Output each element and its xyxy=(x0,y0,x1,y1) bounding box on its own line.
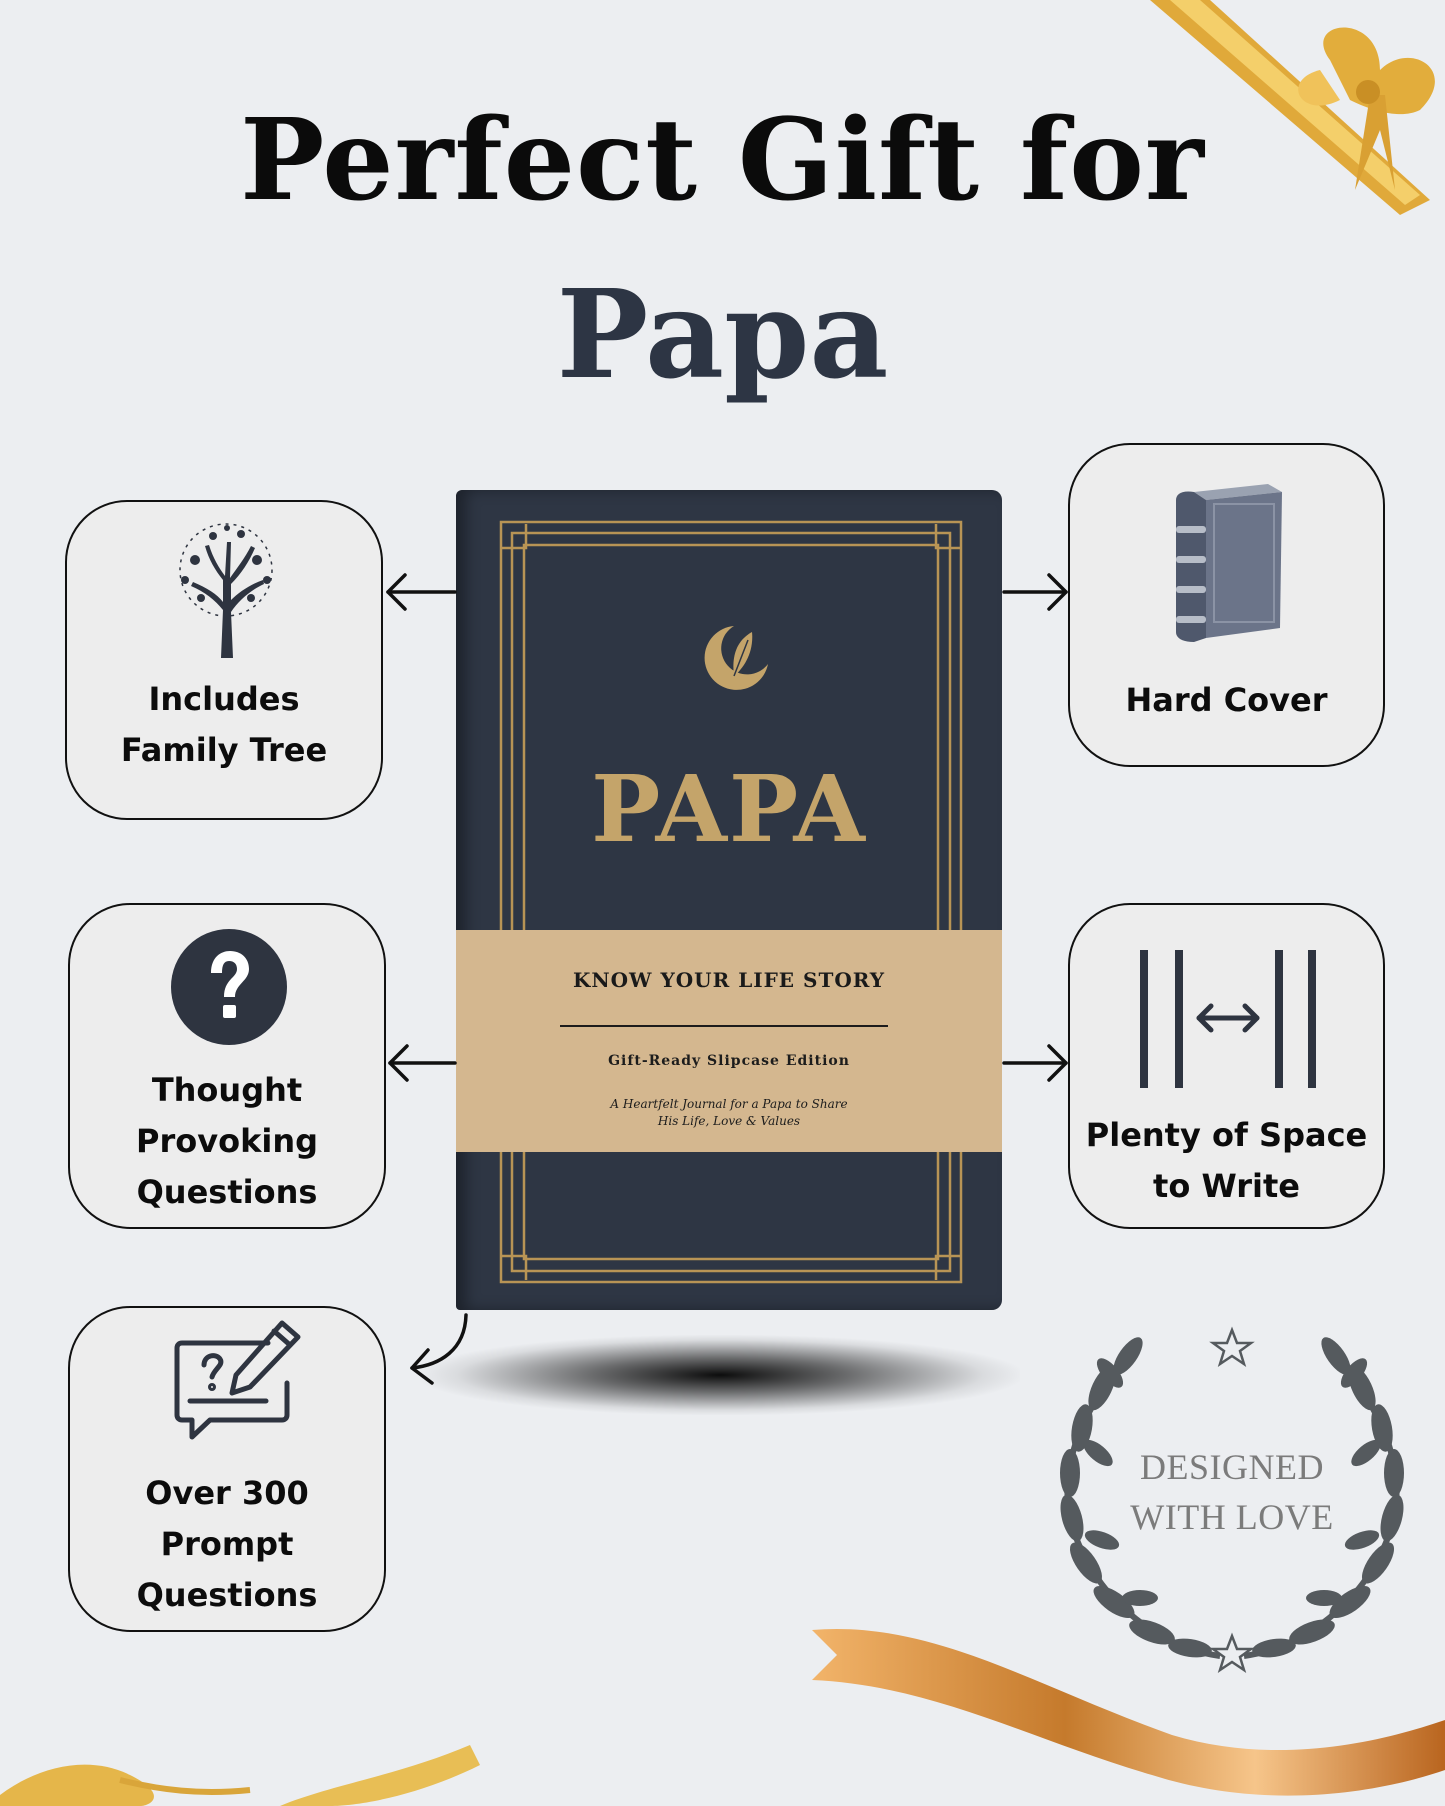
wide-spacing-icon xyxy=(1135,950,1321,1090)
feature-label-hard-cover: Hard Cover xyxy=(1125,681,1328,719)
feature-label-family-tree: Includes Family Tree xyxy=(120,680,328,769)
feature-label-prompt-questions: Over 300 Prompt Questions xyxy=(136,1474,318,1614)
question-mark-icon xyxy=(169,927,289,1047)
feature-card-thought-provoking xyxy=(68,903,386,1229)
feature-card-prompt-questions xyxy=(68,1306,386,1632)
band-subtitle: Gift-Ready Slipcase Edition xyxy=(608,1053,850,1069)
designed-with-love-seal xyxy=(1040,1318,1424,1678)
headline-line-2: Papa xyxy=(556,262,889,406)
seal-text-line-1: DESIGNED xyxy=(1140,1447,1324,1487)
seal-text-line-2: WITH LOVE xyxy=(1130,1497,1334,1537)
hardcover-book-icon xyxy=(1172,478,1284,648)
feature-label-space-to-write: Plenty of Space to Write xyxy=(1085,1116,1368,1205)
feature-label-thought-provoking: Thought Provoking Questions xyxy=(136,1071,318,1211)
feature-card-space-to-write xyxy=(1068,903,1385,1229)
headline-line-1: Perfect Gift for xyxy=(240,95,1205,226)
feature-card-family-tree xyxy=(65,500,383,820)
band-tagline: A Heartfelt Journal for a Papa to Share His Life, Love & Values xyxy=(610,1097,848,1128)
writing-prompt-icon xyxy=(170,1313,310,1443)
cover-title: PAPA xyxy=(591,755,867,863)
feature-card-hard-cover xyxy=(1068,443,1385,767)
tree-icon xyxy=(165,520,287,660)
band-title: KNOW YOUR LIFE STORY xyxy=(572,968,886,992)
